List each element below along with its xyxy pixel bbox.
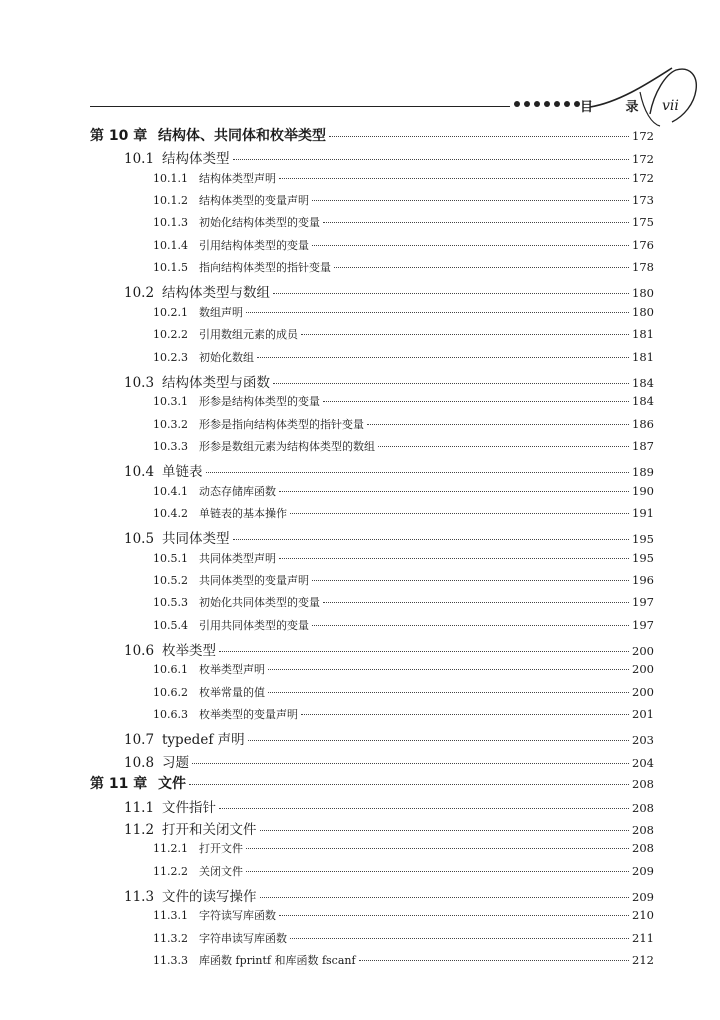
toc-dot-leader <box>323 222 629 223</box>
toc-entry-title: 枚举类型的变量声明 <box>199 708 298 722</box>
toc-entry-number: 10.6.3 <box>153 708 188 722</box>
toc-entry-title: 文件指针 <box>162 799 216 816</box>
toc-entry-title: 枚举常量的值 <box>199 685 265 699</box>
toc-entry-subsection <box>153 706 654 722</box>
toc-entry-section <box>124 818 654 838</box>
toc-entry-number: 10.7 <box>124 732 155 749</box>
toc-entry-number: 11.1 <box>124 799 155 816</box>
toc-entry-number: 10.5.2 <box>153 574 188 587</box>
toc-entry-number: 第 11 章 <box>90 776 148 793</box>
toc-entry-title: 引用结构体类型的变量 <box>199 238 309 252</box>
toc-entry-number: 10.3.1 <box>153 395 188 409</box>
toc-entry-subsection <box>153 326 654 342</box>
toc-dot-leader <box>312 245 629 246</box>
toc-dot-leader <box>206 472 630 473</box>
toc-entry-title: 关闭文件 <box>199 864 243 878</box>
toc-dot-leader <box>192 763 629 764</box>
toc-dot-leader <box>279 558 629 559</box>
toc-entry-subsection <box>153 259 654 275</box>
toc-entry-subsection <box>153 863 654 879</box>
toc-entry-number: 10.2.3 <box>153 350 188 364</box>
toc-entry-title: 库函数 fprintf 和库函数 fscanf <box>199 953 356 967</box>
toc-entry-page: 201 <box>632 707 654 722</box>
toc-entry-subsection <box>153 170 654 186</box>
toc-entry-page: 196 <box>632 573 654 587</box>
toc-entry-page: 191 <box>632 505 654 520</box>
toc-dot-leader <box>279 178 629 179</box>
toc-entry-title: 形参是指向结构体类型的指针变量 <box>199 417 364 431</box>
toc-dot-leader <box>233 159 630 160</box>
toc-entry-number: 11.3 <box>124 888 155 905</box>
toc-entry-page: 209 <box>632 889 654 904</box>
toc-entry-page: 181 <box>632 349 654 364</box>
toc-entry-title: 结构体类型与函数 <box>162 374 270 391</box>
toc-dot-leader <box>257 357 629 358</box>
toc-entry-number: 10.2.1 <box>153 305 188 319</box>
toc-entry-number: 10.2.2 <box>153 328 188 342</box>
toc-entry-page: 203 <box>632 733 654 748</box>
toc-entry-number: 10.3 <box>124 374 155 391</box>
toc-entry-title: 形参是结构体类型的变量 <box>199 395 320 409</box>
toc-entry-title: 结构体类型声明 <box>199 171 276 185</box>
toc-entry-subsection <box>153 416 654 432</box>
toc-dot-leader <box>323 602 629 603</box>
toc-entry-title: 结构体、共同体和枚举类型 <box>158 128 326 144</box>
toc-dot-leader <box>312 625 629 626</box>
toc-entry-section <box>124 728 654 748</box>
toc-entry-subsection <box>153 952 654 968</box>
toc-entry-number: 11.2 <box>124 821 155 838</box>
toc-entry-number: 10.1.2 <box>153 194 188 208</box>
toc-entry-title: 形参是数组元素为结构体类型的数组 <box>199 439 375 453</box>
toc-entry-title: 单链表 <box>162 464 203 481</box>
toc-entry-subsection <box>153 505 654 521</box>
toc-entry-title: 动态存储库函数 <box>199 484 276 498</box>
toc-entry-number: 10.1.3 <box>153 216 188 230</box>
toc-dot-leader <box>323 401 629 402</box>
toc-entry-subsection <box>153 840 654 856</box>
toc-entry-number: 11.2.1 <box>153 842 188 856</box>
toc-entry-page: 189 <box>632 465 654 480</box>
toc-entry-title: 共同体类型声明 <box>199 551 276 565</box>
toc-entry-number: 10.3.3 <box>153 439 188 453</box>
toc-entry-number: 10.5.4 <box>153 618 188 632</box>
toc-dot-leader <box>290 513 629 514</box>
toc-entry-title: 枚举类型 <box>162 643 216 660</box>
toc-entry-number: 10.5.3 <box>153 596 188 610</box>
toc-entry-title: 共同体类型的变量声明 <box>199 574 309 587</box>
toc-entry-title: 引用数组元素的成员 <box>199 328 298 342</box>
toc-entry-number: 11.3.2 <box>153 931 188 945</box>
toc-dot-leader <box>219 651 629 652</box>
toc-entry-title: 初始化共同体类型的变量 <box>199 596 320 610</box>
toc-entry-title: 单链表的基本操作 <box>199 506 287 520</box>
toc-entry-number: 10.4.1 <box>153 484 188 498</box>
toc-entry-number: 第 10 章 <box>90 128 148 144</box>
toc-entry-page: 180 <box>632 286 654 301</box>
toc-dot-leader <box>378 446 629 447</box>
toc-entry-title: 初始化结构体类型的变量 <box>199 216 320 230</box>
toc-dot-leader <box>219 808 629 809</box>
toc-entry-section <box>124 147 654 167</box>
toc-dot-leader <box>246 871 629 872</box>
toc-entry-page: 181 <box>632 327 654 342</box>
toc-entry-page: 197 <box>632 595 654 610</box>
toc-entry-title: 结构体类型与数组 <box>162 285 270 302</box>
toc-entry-number: 10.6 <box>124 643 155 660</box>
toc-entry-subsection <box>153 930 654 946</box>
toc-entry-subsection <box>153 661 654 677</box>
toc-entry-title: 数组声明 <box>199 305 243 319</box>
toc-entry-number: 10.1 <box>124 151 155 168</box>
toc-entry-subsection <box>153 572 654 588</box>
toc-entry-number: 11.2.2 <box>153 864 188 878</box>
toc-entry-subsection <box>153 214 654 230</box>
toc-entry-title: 字符读写库函数 <box>199 909 276 923</box>
toc-entry-page: 195 <box>632 550 654 565</box>
toc-dot-leader <box>279 491 629 492</box>
toc-entry-number: 11.3.1 <box>153 909 188 923</box>
toc-entry-page: 204 <box>632 755 654 770</box>
header-rule <box>90 106 510 107</box>
toc-entry-number: 10.6.1 <box>153 663 188 677</box>
toc-entry-subsection <box>153 393 654 409</box>
toc-dot-leader <box>246 312 629 313</box>
toc-entry-subsection <box>153 907 654 923</box>
toc-dot-leader <box>260 830 630 831</box>
toc-dot-leader <box>273 383 629 384</box>
toc-dot-leader <box>301 334 629 335</box>
toc-dot-leader <box>268 692 629 693</box>
toc-dot-leader <box>246 848 629 849</box>
toc-entry-number: 10.3.2 <box>153 417 188 431</box>
header-page-number: vii <box>662 98 679 114</box>
toc-entry-subsection <box>153 594 654 610</box>
toc-entry-title: 指向结构体类型的指针变量 <box>199 261 331 275</box>
toc-dot-leader <box>233 539 630 540</box>
toc-dot-leader <box>329 136 629 137</box>
toc-entry-subsection <box>153 349 654 365</box>
toc-entry-title: 文件 <box>158 776 186 793</box>
toc-entry-title: 结构体类型的变量声明 <box>199 194 309 208</box>
toc-dot-leader <box>359 960 630 961</box>
toc-entry-number: 10.5.1 <box>153 551 188 565</box>
toc-entry-title: 引用共同体类型的变量 <box>199 618 309 632</box>
toc-entry-number: 10.2 <box>124 285 155 302</box>
toc-entry-subsection <box>153 684 654 700</box>
toc-entry-subsection <box>153 237 654 253</box>
toc-entry-title: 打开和关闭文件 <box>162 821 257 838</box>
toc-entry-section <box>124 885 654 905</box>
toc-entry-number: 10.1.4 <box>153 238 188 252</box>
toc-entry-chapter <box>90 125 654 145</box>
toc-entry-number: 10.6.2 <box>153 685 188 699</box>
toc-entry-page: 176 <box>632 237 654 252</box>
toc-entry-title: 字符串读写库函数 <box>199 931 287 945</box>
toc-entry-page: 186 <box>632 416 654 431</box>
toc-dot-leader <box>312 200 629 201</box>
toc-entry-page: 173 <box>632 193 654 208</box>
toc-entry-page: 209 <box>632 863 654 878</box>
toc-entry-section <box>124 796 654 816</box>
toc-dot-leader <box>189 784 629 785</box>
toc-entry-subsection <box>153 550 654 566</box>
toc-entry-number: 10.1.5 <box>153 261 188 275</box>
toc-entry-page: 212 <box>632 952 654 967</box>
toc-entry-subsection <box>153 192 654 208</box>
toc-entry-page: 197 <box>632 617 654 632</box>
toc-dot-leader <box>367 424 629 425</box>
toc-entry-number: 10.4.2 <box>153 506 188 520</box>
header-swoosh-ornament <box>580 62 710 132</box>
toc-entry-title: 文件的读写操作 <box>162 888 257 905</box>
toc-entry-page: 187 <box>632 438 654 453</box>
toc-entry-page: 175 <box>632 215 654 230</box>
toc-dot-leader <box>268 669 629 670</box>
toc-entry-chapter <box>90 773 654 793</box>
toc-entry-page: 184 <box>632 394 654 409</box>
toc-entry-number: 10.8 <box>124 754 155 771</box>
toc-entry-page: 178 <box>632 260 654 275</box>
toc-entry-number: 10.4 <box>124 464 155 481</box>
toc-dot-leader <box>334 267 629 268</box>
toc-entry-subsection <box>153 617 654 633</box>
toc-entry-page: 200 <box>632 662 654 677</box>
toc-entry-page: 195 <box>632 532 654 547</box>
toc-entry-page: 208 <box>632 777 654 792</box>
toc-entry-title: typedef 声明 <box>162 732 245 749</box>
toc-entry-subsection <box>153 483 654 499</box>
toc-dot-leader <box>290 938 629 939</box>
toc-entry-number: 10.5 <box>124 531 155 548</box>
toc-entry-page: 200 <box>632 644 654 659</box>
toc-entry-page: 200 <box>632 684 654 699</box>
toc-entry-page: 208 <box>632 800 654 815</box>
toc-dot-leader <box>279 915 629 916</box>
toc-entry-page: 172 <box>632 170 654 185</box>
toc-entry-number: 10.1.1 <box>153 171 188 185</box>
toc-entry-section <box>124 527 654 547</box>
toc-entry-section <box>124 281 654 301</box>
toc-entry-title: 打开文件 <box>199 842 243 856</box>
toc-entry-number: 11.3.3 <box>153 953 188 967</box>
toc-dot-leader <box>273 293 629 294</box>
toc-entry-section <box>124 371 654 391</box>
toc-entry-subsection <box>153 304 654 320</box>
toc-entry-page: 180 <box>632 304 654 319</box>
toc-dot-leader <box>248 740 629 741</box>
toc-entry-page: 208 <box>632 822 654 837</box>
toc-dot-leader <box>260 897 630 898</box>
toc-entry-page: 172 <box>632 152 654 167</box>
toc-entry-title: 初始化数组 <box>199 350 254 364</box>
toc-entry-page: 184 <box>632 375 654 390</box>
toc-entry-page: 210 <box>632 908 654 923</box>
toc-entry-title: 结构体类型 <box>162 151 230 168</box>
toc-entry-title: 枚举类型声明 <box>199 663 265 677</box>
toc-entry-title: 习题 <box>162 754 189 771</box>
header-dots-ornament <box>514 101 580 107</box>
toc-entry-title: 共同体类型 <box>162 531 230 548</box>
toc-entry-page: 211 <box>632 930 654 945</box>
toc-dot-leader <box>301 714 629 715</box>
toc-entry-section <box>124 751 654 771</box>
toc-entry-section <box>124 639 654 659</box>
toc-entry-page: 190 <box>632 483 654 498</box>
toc-entry-page: 208 <box>632 841 654 856</box>
toc-entry-section <box>124 460 654 480</box>
toc-entry-subsection <box>153 438 654 454</box>
toc-entry-page: 172 <box>632 129 654 143</box>
header-title: 目 录 <box>580 100 653 115</box>
toc-dot-leader <box>312 580 629 581</box>
